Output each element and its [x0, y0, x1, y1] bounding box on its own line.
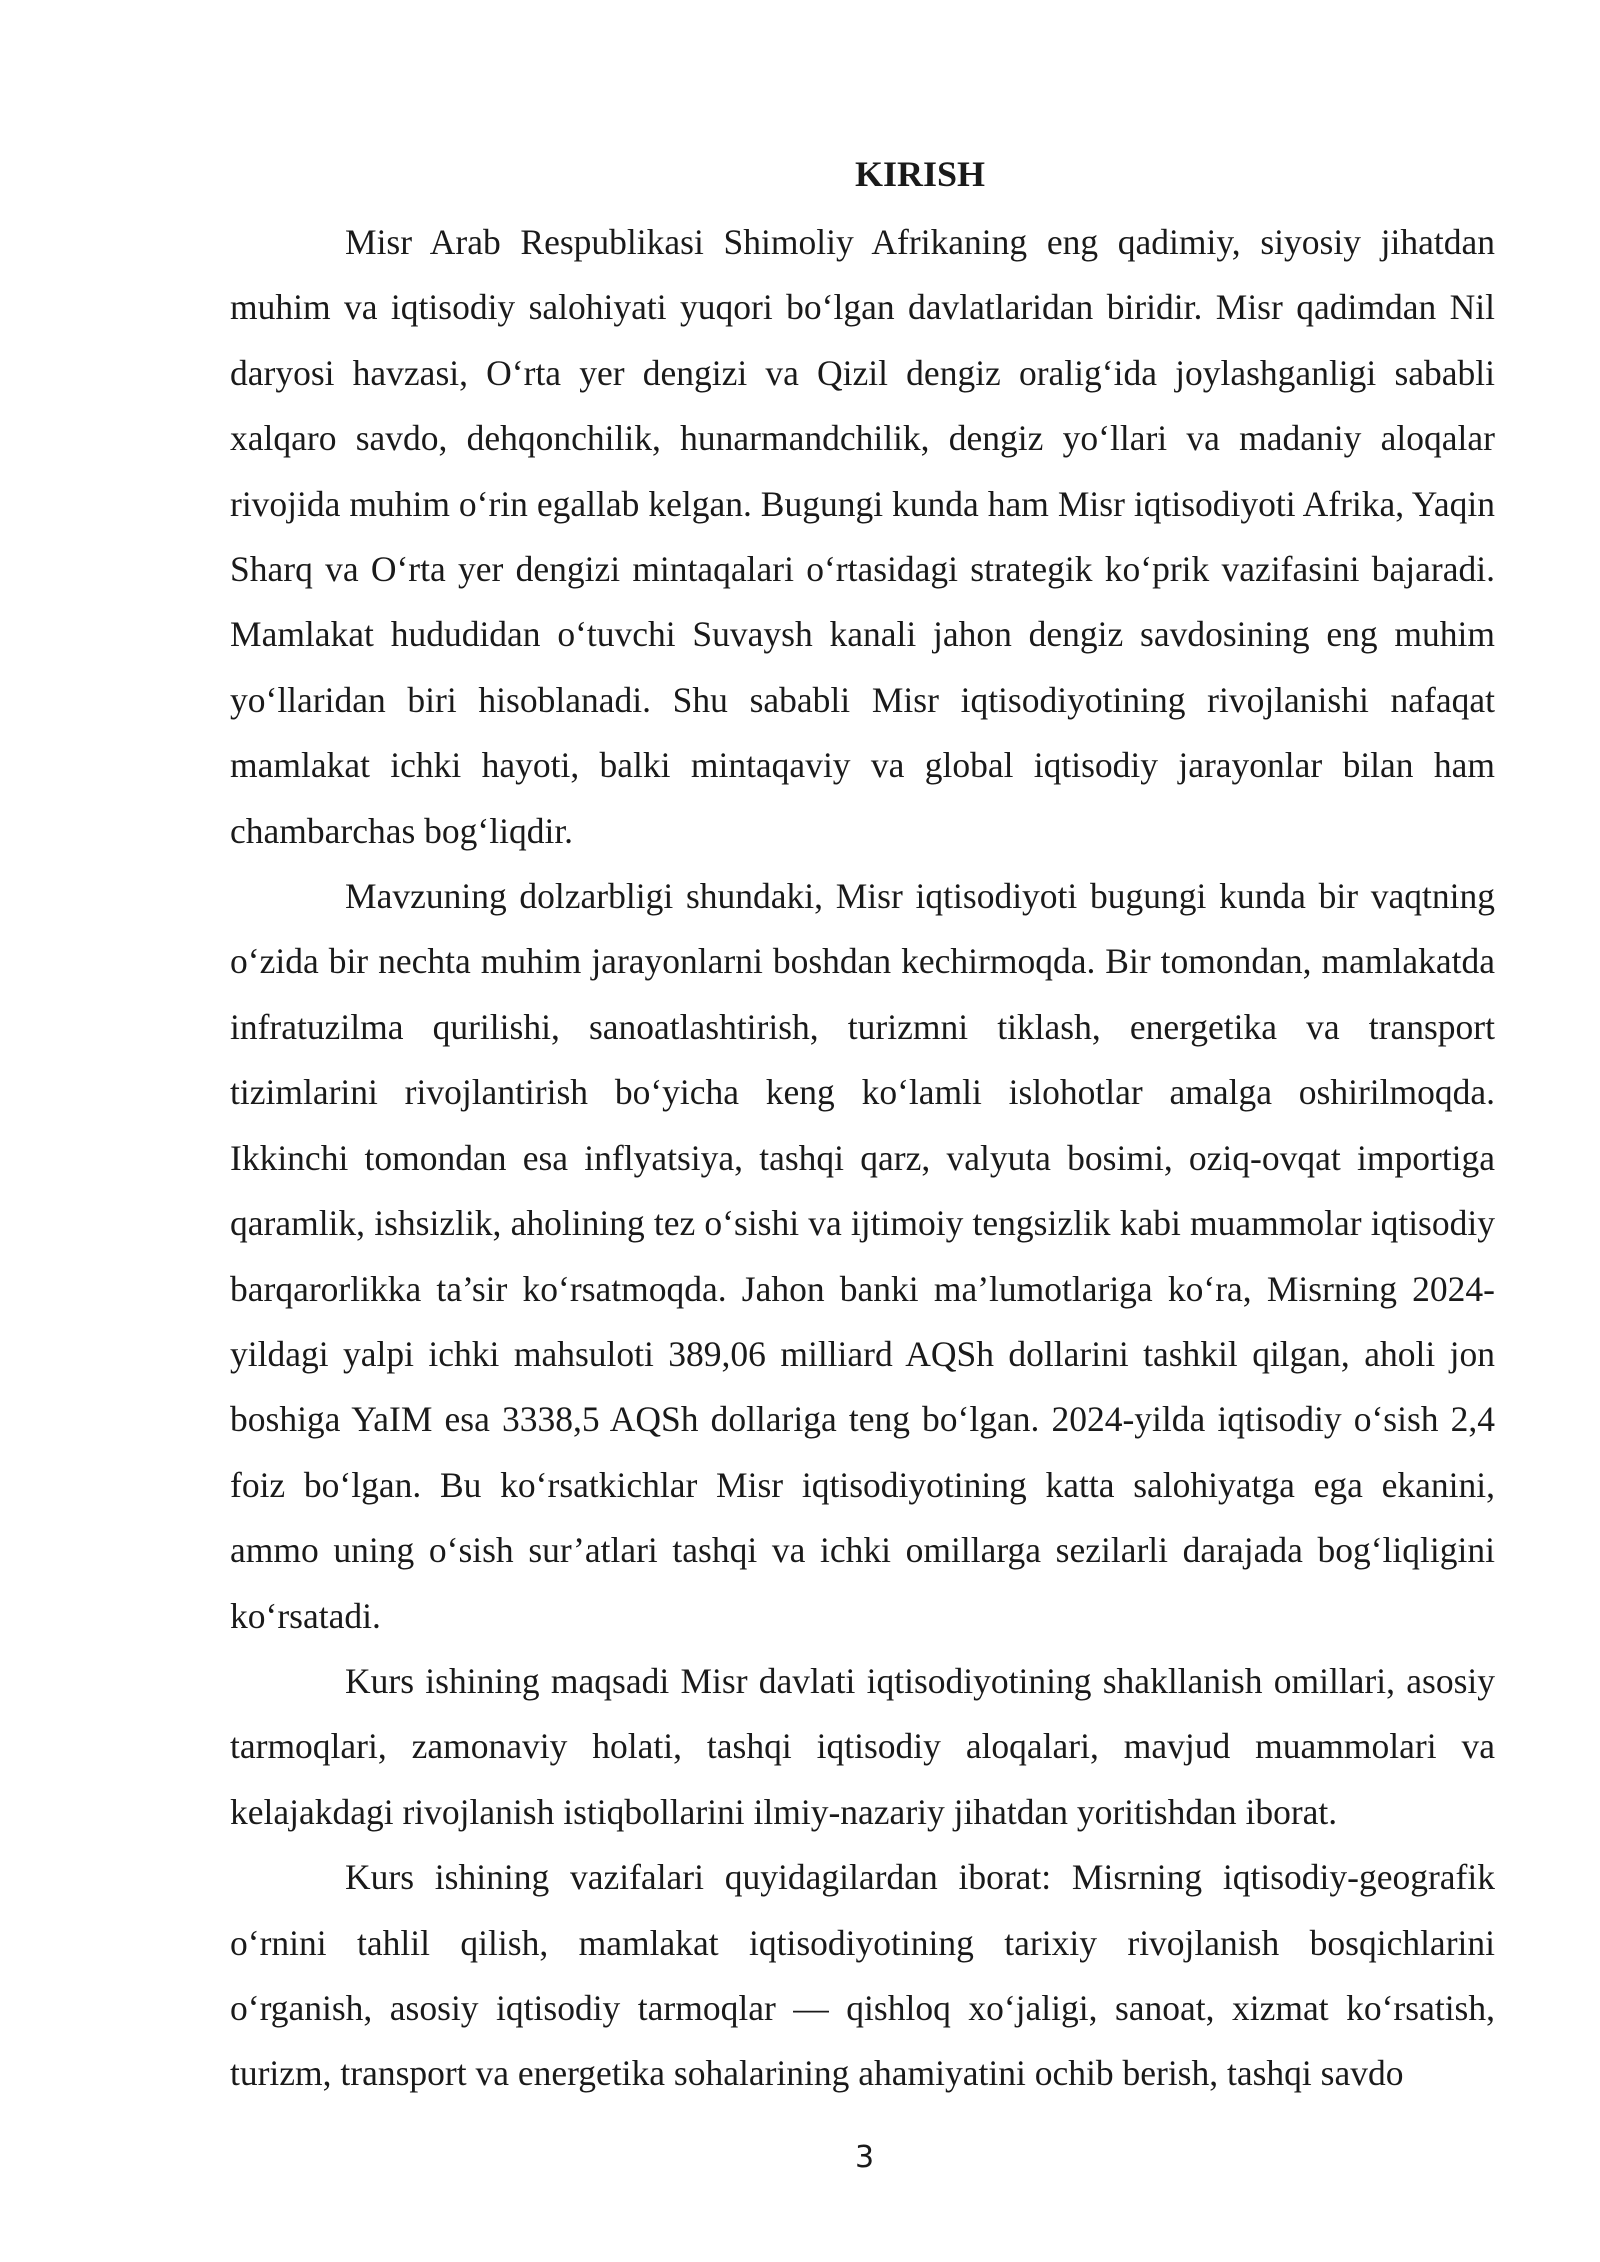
- paragraph-goal: Kurs ishining maqsadi Misr davlati iqtisodiyotining shakllanish omillari, asosiy tarmoqlari, zamonaviy holati, tashqi iqtisodiy aloqalari, mavjud muammolari va kelajakdagi rivojlanish istiqbollarini ilmiy-nazariy jihatdan yoritishdan iborat.: [230, 1660, 1495, 1832]
- body-text: [230, 210, 1495, 2107]
- paragraph-tasks: Kurs ishining vazifalari quyidagilardan iborat: Misrning iqtisodiy-geografik o‘rnini tahlil qilish, mamlakat iqtisodiyotining tarixiy rivojlanish bosqichlarini o‘rganish, asosiy iqtisodiy tarmoqlar — qishloq xo‘jaligi, sanoat, xizmat ko‘rsatish, turizm, transport va energetika sohalarining ahamiyatini ochib berish, tashqi savdo: [230, 1857, 1495, 2094]
- paragraph-relevance: Mavzuning dolzarbligi shundaki, Misr iqtisodiyoti bugungi kunda bir vaqtning o‘zida bir nechta muhim jarayonlarni boshdan kechirmoqda. Bir tomondan, mamlakatda infratuzilma qurilishi, sanoatlashtirish, turizmni tiklash, energetika va transport tizimlarini rivojlantirish bo‘yicha keng ko‘lamli islohotlar amalga oshirilmoqda. Ikkinchi tomondan esa inflyatsiya, tashqi qarz, valyuta bosimi, oziq-ovqat importiga qaramlik, ishsizlik, aholining tez o‘sishi va ijtimoiy tengsizlik kabi muammolar iqtisodiy barqarorlikka ta’sir ko‘rsatmoqda. Jahon banki ma’lumotlariga ko‘ra, Misrning 2024-yildagi yalpi ichki mahsuloti 389,06 milliard AQSh dollarini tashkil qilgan, aholi jon boshiga YaIM esa 3338,5 AQSh dollariga teng bo‘lgan. 2024-yilda iqtisodiy o‘sish 2,4 foiz bo‘lgan. Bu ko‘rsatkichlar Misr iqtisodiyotining katta salohiyatga ega ekanini, ammo uning o‘sish sur’atlari tashqi va ichki omillarga sezilarli darajada bog‘liqligini ko‘rsatadi.: [230, 876, 1495, 1636]
- paragraph-intro: Misr Arab Respublikasi Shimoliy Afrikaning eng qadimiy, siyosiy jihatdan muhim va iqtisodiy salohiyati yuqori bo‘lgan davlatlaridan biridir. Misr qadimdan Nil daryosi havzasi, O‘rta yer dengizi va Qizil dengiz oralig‘ida joylashganligi sababli xalqaro savdo, dehqonchilik, hunarmandchilik, dengiz yo‘llari va madaniy aloqalar rivojida muhim o‘rin egallab kelgan. Bugungi kunda ham Misr iqtisodiyoti Afrika, Yaqin Sharq va O‘rta yer dengizi mintaqalari o‘rtasidagi strategik ko‘prik vazifasini bajaradi. Mamlakat hududidan o‘tuvchi Suvaysh kanali jahon dengiz savdosining eng muhim yo‘llaridan biri hisoblanadi. Shu sababli Misr iqtisodiyotining rivojlanishi nafaqat mamlakat ichki hayoti, balki mintaqaviy va global iqtisodiy jarayonlar bilan ham chambarchas bog‘liqdir.: [230, 222, 1495, 851]
- page-number: 3: [854, 2140, 875, 2175]
- section-heading: KIRISH: [854, 154, 986, 194]
